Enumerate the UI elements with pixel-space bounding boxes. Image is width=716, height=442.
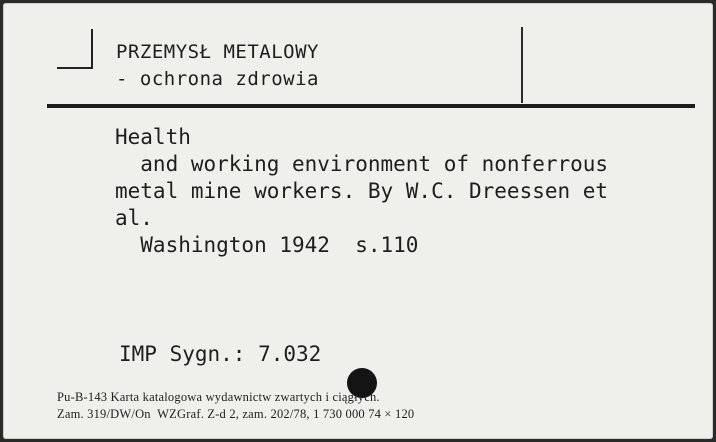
subject-heading: PRZEMYSŁ METALOWY [116, 41, 319, 63]
call-number: IMP Sygn.: 7.032 [119, 342, 322, 366]
catalog-entry [115, 124, 608, 259]
footer-line-2: Zam. 319/DW/On WZGraf. Z-d 2, zam. 202/78, 1 730 000 74 × 120 [57, 407, 415, 421]
catalog-card [3, 3, 713, 439]
entry-line-2: and working environment of nonferrous [115, 152, 609, 176]
heading-divider [47, 104, 695, 108]
entry-line-1: Health [115, 125, 191, 149]
subject-subheading: - ochrona zdrowia [116, 68, 319, 90]
entry-line-5: Washington 1942 s.110 [115, 233, 419, 257]
entry-line-4: al. [115, 206, 153, 230]
footer-line-1: Pu-B-143 Karta katalogowa wydawnictw zwartych i ciągłych. [57, 390, 380, 404]
vertical-rule [521, 27, 523, 103]
corner-bracket-mark [57, 29, 93, 69]
entry-line-3: metal mine workers. By W.C. Dreessen et [115, 179, 609, 203]
